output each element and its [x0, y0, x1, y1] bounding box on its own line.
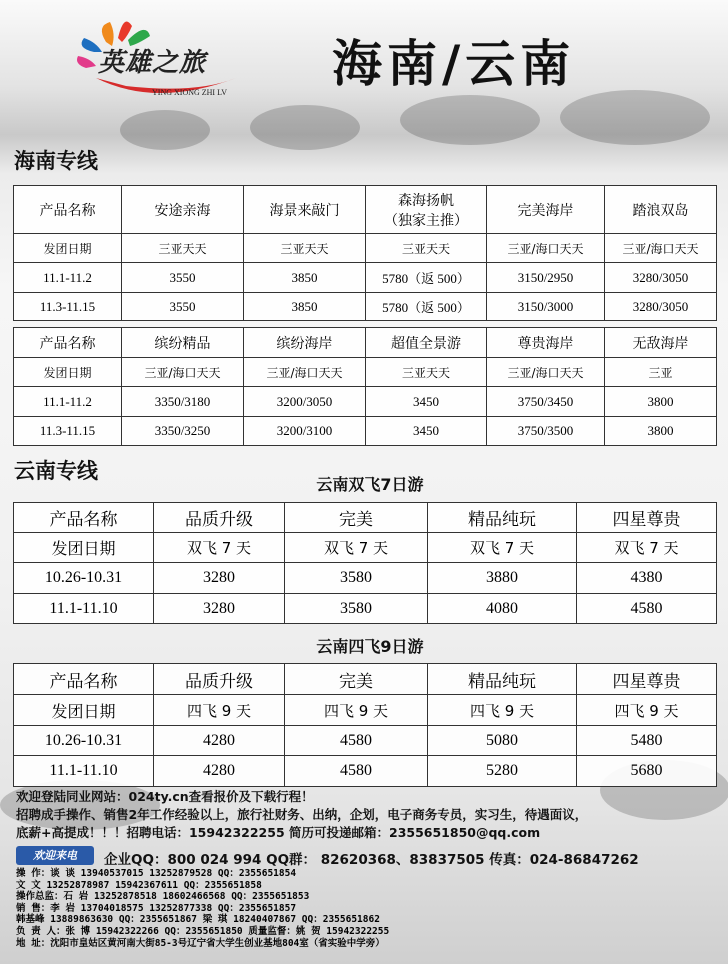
- table-cell: 3850: [244, 293, 366, 321]
- table-cell: 3580: [285, 594, 428, 624]
- hainan-table-2: [13, 327, 717, 446]
- staff-row: 操作总监：石 岩 13252878518 18602466568 QQ：2355651853: [16, 891, 310, 903]
- table-row: [14, 726, 717, 756]
- table-cell: 3150/2950: [487, 263, 605, 293]
- table-cell: 三亚/海口天天: [487, 358, 605, 387]
- table-cell: 三亚天天: [366, 234, 487, 263]
- table-cell: 4280: [154, 756, 285, 787]
- table-cell: 3550: [122, 263, 244, 293]
- table-cell: 双飞 7 天: [428, 533, 577, 563]
- table-cell: 双飞 7 天: [285, 533, 428, 563]
- table-cell: 三亚/海口天天: [122, 358, 244, 387]
- table-header-cell: 四星尊贵: [577, 503, 717, 533]
- table-cell: 发团日期: [14, 533, 154, 563]
- table-cell: 3880: [428, 563, 577, 594]
- table-header-cell: 超值全景游: [366, 328, 487, 358]
- table-row: [14, 695, 717, 726]
- table-cell: 4380: [577, 563, 717, 594]
- table-cell: 3200/3050: [244, 387, 366, 417]
- staff-row: 操 作：谈 谈 13940537015 13252879528 QQ：2355651854: [16, 868, 297, 879]
- table-row: [14, 358, 717, 387]
- table-header-cell: 完美: [285, 664, 428, 695]
- table-cell: 10.26-10.31: [14, 563, 154, 594]
- table-subtitle: 云南四飞9日游: [316, 637, 424, 656]
- table-header-cell: 精品纯玩: [428, 503, 577, 533]
- table-cell: 三亚天天: [122, 234, 244, 263]
- palm-silhouette: [120, 110, 210, 150]
- section-title-yunnan: 云南专线: [14, 459, 98, 483]
- palm-silhouette: [560, 90, 710, 145]
- table-cell: 三亚天天: [366, 358, 487, 387]
- table-header-row: [14, 186, 717, 234]
- table-cell: 11.3-11.15: [14, 293, 122, 321]
- staff-row: 负 责 人：张 博 15942322266 QQ：2355651850 质量监督：姚 贺 15942322255: [16, 925, 390, 937]
- website-line: 欢迎登陆同业网站：024ty.cn查看报价及下载行程！: [16, 789, 314, 804]
- table-row: [14, 387, 717, 417]
- table-cell: 发团日期: [14, 695, 154, 726]
- table-cell: 3350/3250: [122, 417, 244, 446]
- table-cell: 3280/3050: [605, 263, 717, 293]
- table-header-cell: 缤纷海岸: [244, 328, 366, 358]
- table-cell: 5780（返 500）: [366, 263, 487, 293]
- table-cell: 3200/3100: [244, 417, 366, 446]
- table-cell: 4580: [577, 594, 717, 624]
- table-cell: 3580: [285, 563, 428, 594]
- brand-logo: [66, 8, 266, 108]
- staff-row: 文 文 13252878987 15942367611 QQ：2355651858: [16, 879, 262, 891]
- table-cell: 3800: [605, 387, 717, 417]
- table-cell: 3280: [154, 594, 285, 624]
- table-cell: 4580: [285, 756, 428, 787]
- table-row: [14, 756, 717, 787]
- table-header-cell: 产品名称: [14, 664, 154, 695]
- staff-row: 韩基峰 13889863630 QQ：2355651867 梁 琪 18240407867 QQ：2355651862: [16, 914, 380, 926]
- table-cell: 3750/3500: [487, 417, 605, 446]
- table-header-cell: 缤纷精品: [122, 328, 244, 358]
- yunnan-table-7day: [13, 502, 717, 624]
- table-header-row: [14, 664, 717, 695]
- table-cell: 4080: [428, 594, 577, 624]
- table-cell: 四飞 9 天: [285, 695, 428, 726]
- table-cell: 四飞 9 天: [428, 695, 577, 726]
- palm-silhouette: [400, 95, 540, 145]
- table-cell: 3450: [366, 417, 487, 446]
- table-cell: 10.26-10.31: [14, 726, 154, 756]
- page-title: 海南/云南: [332, 35, 576, 93]
- hainan-table-1: [13, 185, 717, 321]
- table-header-row: [14, 503, 717, 533]
- table-cell: 3450: [366, 387, 487, 417]
- table-header-cell: 尊贵海岸: [487, 328, 605, 358]
- table-cell: 4580: [285, 726, 428, 756]
- table-row: [14, 563, 717, 594]
- table-cell: 3850: [244, 263, 366, 293]
- table-header-cell: 踏浪双岛: [605, 186, 717, 234]
- table-cell: 双飞 7 天: [154, 533, 285, 563]
- table-header-cell: 产品名称: [14, 186, 122, 234]
- table-cell: 5080: [428, 726, 577, 756]
- table-header-row: [14, 328, 717, 358]
- table-cell: 三亚/海口天天: [605, 234, 717, 263]
- address-row: 地 址：沈阳市皇姑区黄河南大街85-3号辽宁省大学生创业基地804室（省实验中学旁）: [16, 937, 385, 949]
- table-subtitle: 云南双飞7日游: [316, 475, 424, 494]
- table-cell: 3150/3000: [487, 293, 605, 321]
- table-cell: 5780（返 500）: [366, 293, 487, 321]
- staff-row: 销 售：李 岩 13704018575 13252877338 QQ：2355651857: [16, 902, 297, 914]
- table-cell: 11.1-11.10: [14, 756, 154, 787]
- table-cell: 11.3-11.15: [14, 417, 122, 446]
- table-cell: 三亚: [605, 358, 717, 387]
- table-cell: 3750/3450: [487, 387, 605, 417]
- table-cell: 三亚/海口天天: [487, 234, 605, 263]
- table-cell: 4280: [154, 726, 285, 756]
- table-cell: 3800: [605, 417, 717, 446]
- yunnan-table-9day: [13, 663, 717, 787]
- table-header-cell: 产品名称: [14, 503, 154, 533]
- table-cell: 3550: [122, 293, 244, 321]
- table-cell: 四飞 9 天: [577, 695, 717, 726]
- table-cell: 四飞 9 天: [154, 695, 285, 726]
- recruitment-line: 招聘成手操作、销售2年工作经验以上，旅行社财务、出纳，企划，电子商务专员，实习生，待遇面议，: [16, 807, 588, 822]
- table-row: [14, 234, 717, 263]
- table-cell: 11.1-11.2: [14, 263, 122, 293]
- table-header-cell: 安途亲海: [122, 186, 244, 234]
- table-header-cell: 海景来敲门: [244, 186, 366, 234]
- table-row: [14, 594, 717, 624]
- table-cell: 3280/3050: [605, 293, 717, 321]
- table-cell: 3280: [154, 563, 285, 594]
- table-cell: 11.1-11.2: [14, 387, 122, 417]
- table-cell: 发团日期: [14, 234, 122, 263]
- table-cell: 5280: [428, 756, 577, 787]
- table-row: [14, 417, 717, 446]
- table-cell: 三亚/海口天天: [244, 358, 366, 387]
- recruitment-contact-line: 底薪+高提成！！！招聘电话：15942322255 简历可投递邮箱：2355651850@qq.com: [16, 825, 541, 840]
- table-header-cell: 完美: [285, 503, 428, 533]
- table-header-cell: 精品纯玩: [428, 664, 577, 695]
- table-row: [14, 263, 717, 293]
- staff-list: [16, 868, 716, 949]
- table-cell: 双飞 7 天: [577, 533, 717, 563]
- table-header-cell: 无敌海岸: [605, 328, 717, 358]
- table-header-cell: 品质升级: [154, 503, 285, 533]
- table-cell: 三亚天天: [244, 234, 366, 263]
- table-row: [14, 293, 717, 321]
- header-cell-line: （独家主推）: [384, 212, 468, 229]
- table-header-cell: 品质升级: [154, 664, 285, 695]
- welcome-call-badge: 欢迎来电: [16, 846, 94, 865]
- table-header-cell: [366, 186, 487, 234]
- palm-silhouette: [250, 105, 360, 150]
- table-cell: 发团日期: [14, 358, 122, 387]
- footer-text: [16, 788, 716, 842]
- table-row: [14, 533, 717, 563]
- table-header-cell: 完美海岸: [487, 186, 605, 234]
- table-header-cell: 四星尊贵: [577, 664, 717, 695]
- qq-fax-line: 企业QQ：800 024 994 QQ群： 82620368、83837505 传真：024-86847262: [104, 852, 639, 868]
- logo-text: 英雄之旅: [98, 48, 207, 78]
- section-title-hainan: 海南专线: [14, 149, 98, 173]
- header-cell-line: 森海扬帆: [398, 192, 454, 209]
- logo-subtext: YING XIONG ZHI LV: [152, 88, 228, 97]
- table-header-cell: 产品名称: [14, 328, 122, 358]
- table-cell: 5680: [577, 756, 717, 787]
- table-cell: 5480: [577, 726, 717, 756]
- table-cell: 3350/3180: [122, 387, 244, 417]
- table-cell: 11.1-11.10: [14, 594, 154, 624]
